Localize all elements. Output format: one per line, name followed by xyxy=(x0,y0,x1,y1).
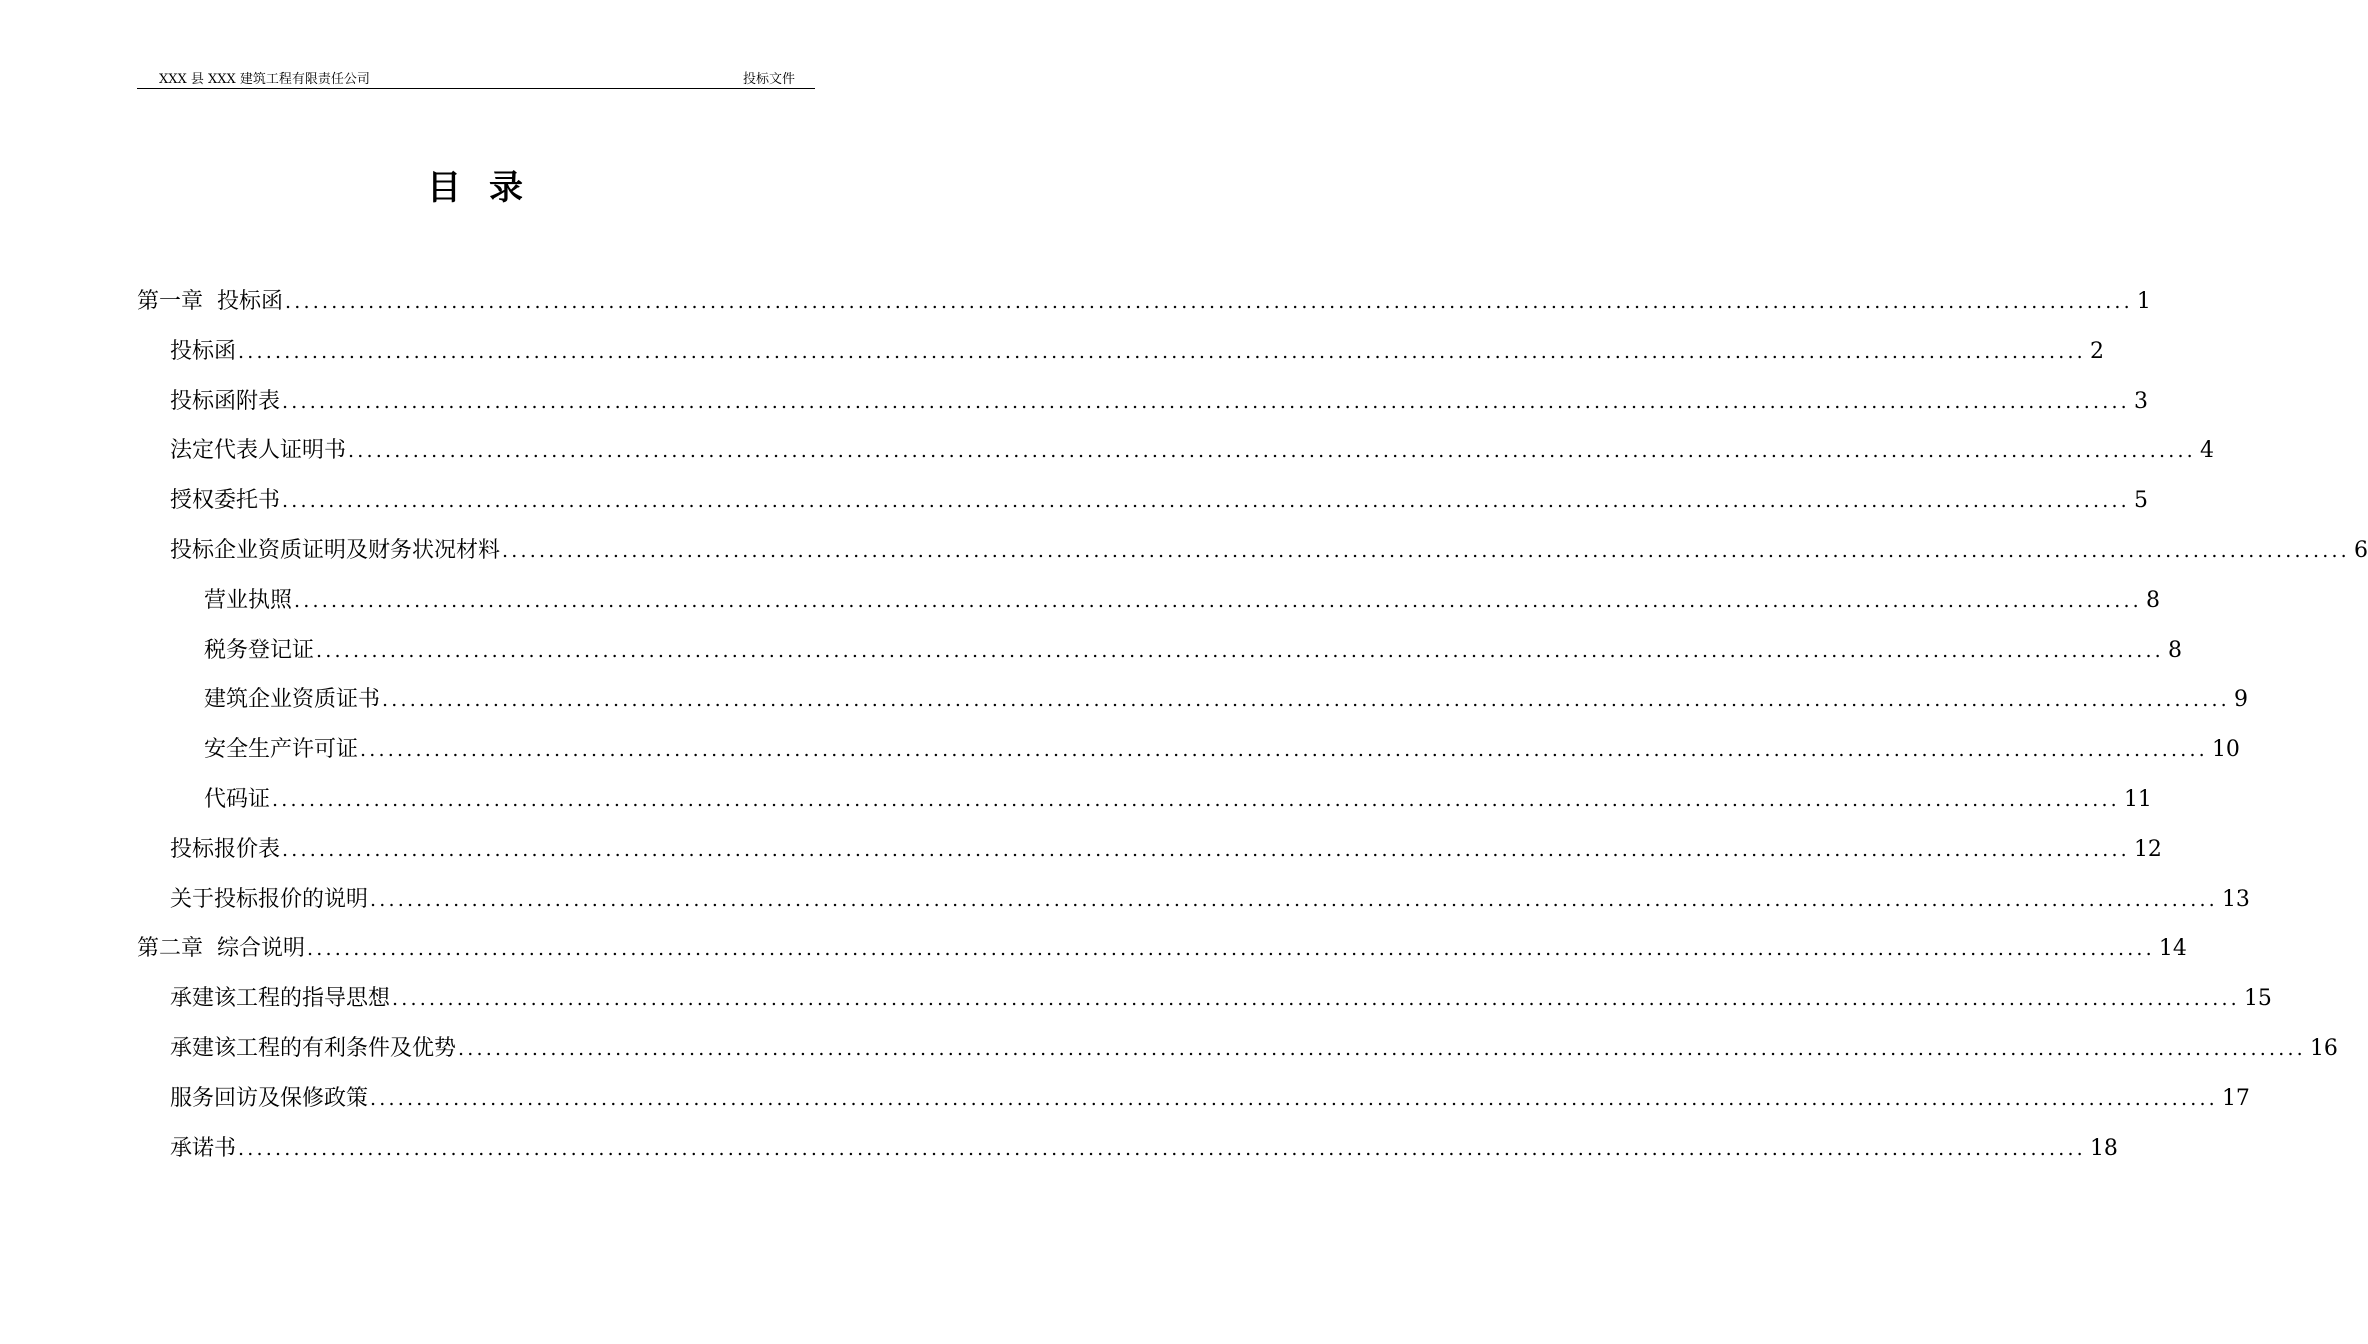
toc-entry[interactable] xyxy=(204,683,2248,717)
toc-entry-page: 5 xyxy=(2133,488,2148,514)
toc-leader-dots: ........................................................................................................................................................................................................ xyxy=(282,838,2130,861)
toc-entry[interactable] xyxy=(137,932,2187,966)
toc-entry[interactable] xyxy=(170,335,2104,369)
toc-entry[interactable] xyxy=(170,883,2250,917)
toc-entry-page: 1 xyxy=(2136,289,2151,314)
toc-entry-label: 建筑企业资质证书 xyxy=(204,687,381,713)
toc-leader-dots: ........................................................................................................................................................................................................ xyxy=(307,938,2155,961)
toc-leader-dots: ........................................................................................................................................................................................................ xyxy=(458,1038,2306,1060)
toc-entry-page: 18 xyxy=(2089,1135,2118,1161)
toc-entry-page: 6 xyxy=(2353,538,2368,563)
page-header xyxy=(137,66,815,89)
toc-entry-label: 投标报价表 xyxy=(170,836,281,862)
toc-entry[interactable] xyxy=(170,385,2148,419)
toc-entry-label: 投标企业资质证明及财务状况材料 xyxy=(170,538,501,563)
toc-leader-dots: ........................................................................................................................................................................................................ xyxy=(238,1137,2086,1160)
toc-entry-page: 10 xyxy=(2211,737,2240,763)
toc-entry[interactable] xyxy=(170,982,2272,1016)
toc-entry-label: 投标函附表 xyxy=(170,388,281,414)
toc-entry-label: 代码证 xyxy=(204,787,271,812)
toc-leader-dots: ........................................................................................................................................................................................................ xyxy=(370,888,2218,911)
toc-entry[interactable] xyxy=(204,783,2152,817)
toc-entry-label: 关于投标报价的说明 xyxy=(170,886,369,912)
toc-leader-dots: ........................................................................................................................................................................................................ xyxy=(316,639,2164,662)
toc-entry-page: 4 xyxy=(2199,438,2214,464)
toc-entry[interactable] xyxy=(204,584,2160,618)
toc-entry-page: 12 xyxy=(2133,836,2162,862)
toc-entry[interactable] xyxy=(170,833,2162,867)
toc-entry[interactable] xyxy=(170,1032,2338,1066)
toc-entry[interactable] xyxy=(170,434,2214,468)
toc-entry-label: 法定代表人证明书 xyxy=(170,438,347,464)
header-company: XXX 县 XXX 建筑工程有限责任公司 xyxy=(159,72,370,87)
toc-entry[interactable] xyxy=(170,484,2148,518)
toc-leader-dots: ........................................................................................................................................................................................................ xyxy=(272,789,2120,811)
toc-entry-page: 15 xyxy=(2243,986,2272,1012)
toc-leader-dots: ........................................................................................................................................................................................................ xyxy=(285,291,2133,313)
toc-leader-dots: ........................................................................................................................................................................................................ xyxy=(282,390,2130,413)
toc-entry-page: 3 xyxy=(2133,388,2148,414)
toc-entry[interactable] xyxy=(204,634,2182,668)
toc-entry-page: 16 xyxy=(2309,1036,2338,1061)
toc-leader-dots: ........................................................................................................................................................................................................ xyxy=(238,340,2086,363)
toc-entry-page: 2 xyxy=(2089,338,2104,364)
toc-leader-dots: ........................................................................................................................................................................................................ xyxy=(294,589,2142,612)
toc-entry[interactable] xyxy=(170,1132,2118,1166)
toc-leader-dots: ........................................................................................................................................................................................................ xyxy=(360,739,2208,762)
toc-entry-label: 承建该工程的指导思想 xyxy=(170,986,391,1012)
toc-entry-label: 安全生产许可证 xyxy=(204,737,359,763)
toc-entry-label: 投标函 xyxy=(170,338,237,364)
header-doc-type: 投标文件 xyxy=(742,72,795,87)
toc-entry-page: 11 xyxy=(2123,787,2152,812)
toc-entry-label: 营业执照 xyxy=(204,587,293,613)
toc-entry-page: 9 xyxy=(2233,687,2248,713)
toc-entry[interactable] xyxy=(204,733,2240,767)
toc-entry-page: 14 xyxy=(2158,936,2187,962)
toc-entry-label: 服务回访及保修政策 xyxy=(170,1085,369,1111)
toc-entry[interactable] xyxy=(170,534,2368,568)
toc-entry-page: 17 xyxy=(2221,1085,2250,1111)
toc-entry-page: 8 xyxy=(2167,637,2182,663)
toc-leader-dots: ........................................................................................................................................................................................................ xyxy=(348,440,2196,463)
toc-leader-dots: ........................................................................................................................................................................................................ xyxy=(370,1087,2218,1110)
toc-entry-label: 承建该工程的有利条件及优势 xyxy=(170,1036,457,1061)
toc-entry-page: 8 xyxy=(2145,587,2160,613)
toc-entry-label: 第一章 投标函 xyxy=(137,289,283,314)
toc-leader-dots: ........................................................................................................................................................................................................ xyxy=(382,689,2230,712)
toc-entry-label: 授权委托书 xyxy=(170,488,281,514)
toc-entry[interactable] xyxy=(170,1082,2250,1116)
toc-entry-label: 承诺书 xyxy=(170,1135,237,1161)
toc-leader-dots: ........................................................................................................................................................................................................ xyxy=(282,490,2130,513)
toc-leader-dots: ........................................................................................................................................................................................................ xyxy=(502,540,2350,562)
page-title: 目录 xyxy=(427,168,551,208)
toc-entry[interactable] xyxy=(137,285,2151,319)
toc-entry-label: 税务登记证 xyxy=(204,637,315,663)
toc-leader-dots: ........................................................................................................................................................................................................ xyxy=(392,988,2240,1011)
toc-entry-page: 13 xyxy=(2221,886,2250,912)
toc-entry-label: 第二章 综合说明 xyxy=(137,936,305,962)
